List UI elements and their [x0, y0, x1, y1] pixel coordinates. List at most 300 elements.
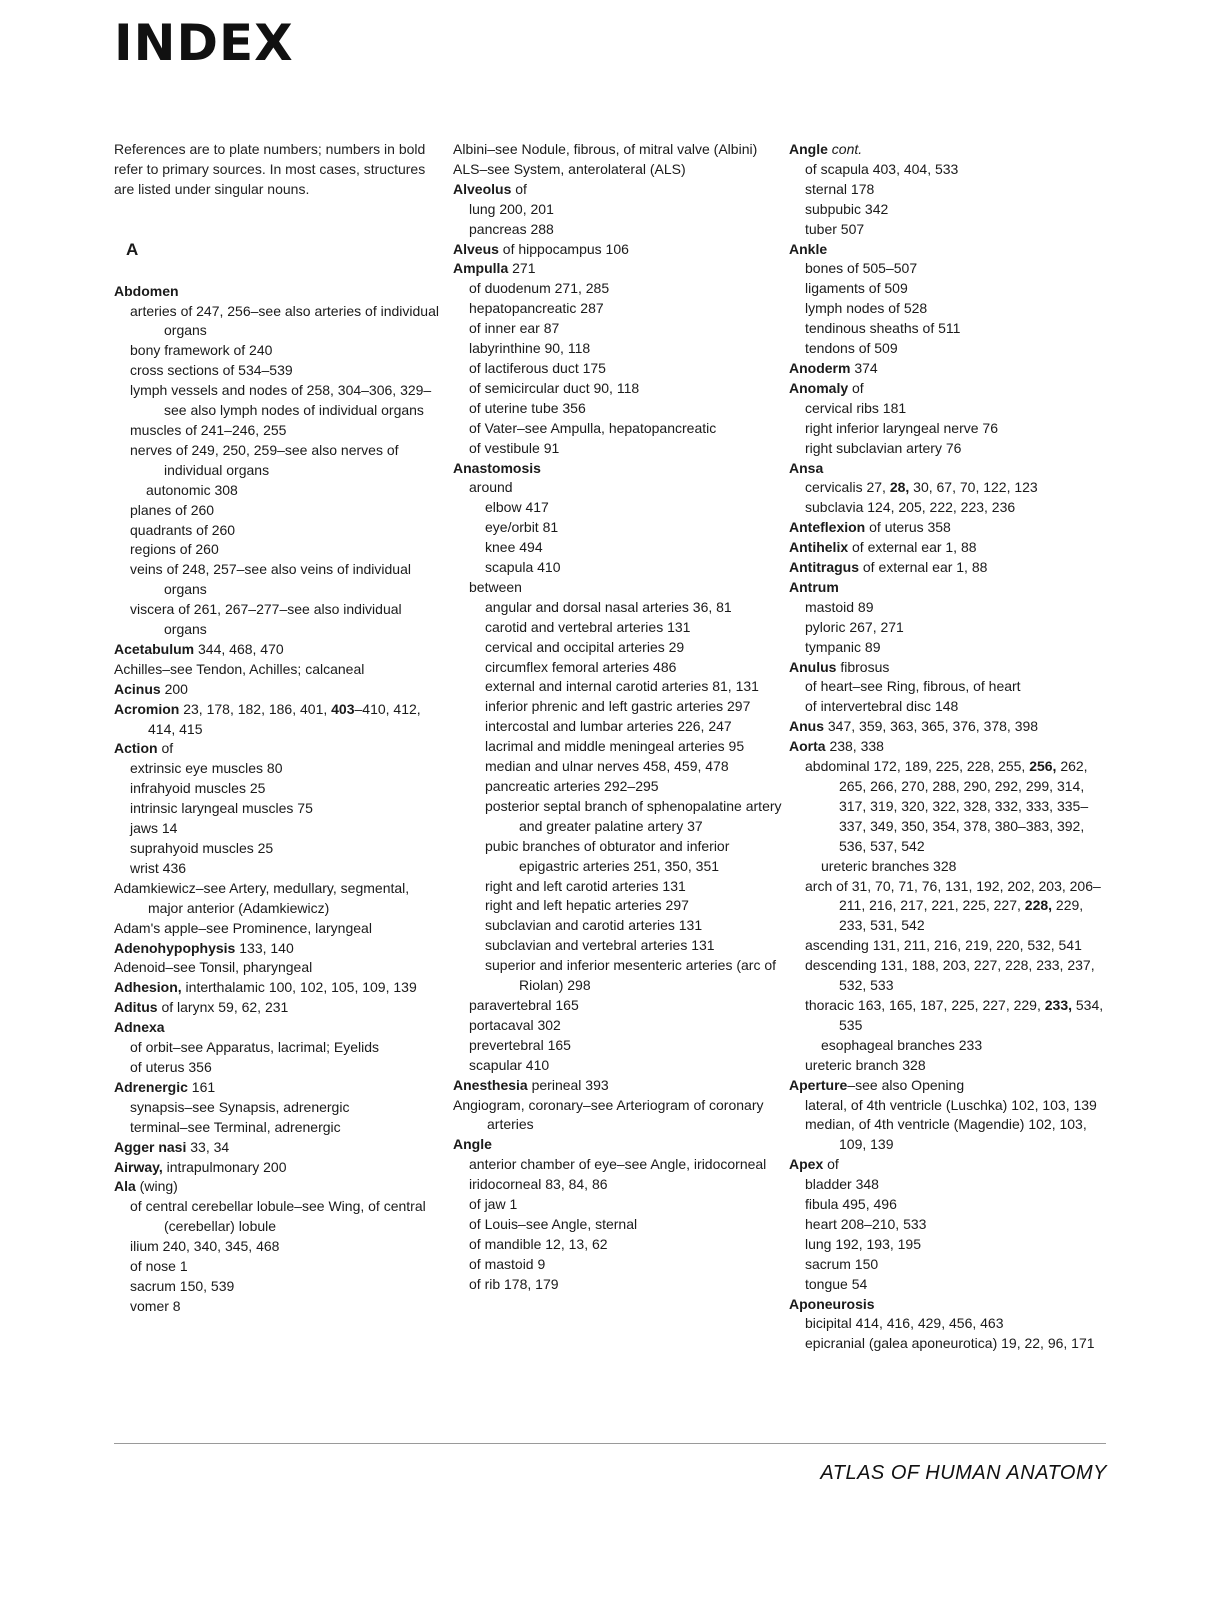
- index-entry: [453, 160, 783, 180]
- entry-headword: Anoderm: [789, 359, 851, 376]
- entry-text: circumflex femoral arteries 486: [485, 658, 677, 675]
- entry-text: of heart–see Ring, fibrous, of heart: [805, 678, 1021, 695]
- entry-text: esophageal branches 233: [821, 1036, 983, 1053]
- index-column-3: [789, 140, 1109, 1354]
- entry-primary-ref: 256,: [1029, 758, 1057, 775]
- index-subentry: [114, 302, 444, 342]
- entry-text: pancreatic arteries 292–295: [485, 778, 659, 794]
- index-subentry: [453, 1255, 783, 1275]
- index-entry: [114, 1138, 444, 1158]
- entry-text: suprahyoid muscles 25: [130, 840, 274, 856]
- entry-text: ascending 131, 211, 216, 219, 220, 532, 541: [805, 937, 1082, 954]
- entry-text: 23, 178, 182, 186, 401,: [179, 700, 332, 717]
- entry-headword: Antitragus: [789, 559, 859, 576]
- entry-headword: Antrum: [789, 578, 839, 595]
- entry-text: cervicalis 27,: [805, 479, 890, 496]
- entry-text: of scapula 403, 404, 533: [805, 160, 959, 177]
- index-subentry: [114, 799, 444, 819]
- index-entry: [789, 737, 1109, 757]
- entry-text: 374: [850, 359, 878, 376]
- index-entry: [789, 518, 1109, 538]
- entry-headword: Agger nasi: [114, 1138, 187, 1155]
- entry-headword: Ala: [114, 1178, 136, 1195]
- entry-text: of inner ear 87: [469, 320, 560, 337]
- index-subentry: [453, 1215, 783, 1235]
- entry-text: cross sections of 534–539: [130, 362, 293, 379]
- index-subentry: [789, 877, 1109, 937]
- index-entry: [789, 658, 1109, 678]
- index-entry: [114, 660, 444, 680]
- index-subentry: [453, 757, 783, 777]
- index-subentry: [789, 439, 1109, 459]
- entry-headword: Acromion: [114, 700, 180, 717]
- entry-text: extrinsic eye muscles 80: [130, 760, 283, 777]
- entry-text: external and internal carotid arteries 81, 131: [485, 678, 759, 695]
- entry-text: planes of 260: [130, 501, 215, 518]
- entry-text: sternal 178: [805, 180, 875, 197]
- index-subentry: [453, 518, 783, 538]
- index-subentry: [453, 837, 783, 877]
- index-subentry: [789, 399, 1109, 419]
- entry-text: of: [157, 740, 174, 757]
- entry-text: of uterine tube 356: [469, 399, 586, 416]
- entry-text: thoracic 163, 165, 187, 225, 227, 229,: [805, 996, 1045, 1013]
- entry-headword: Alveus: [453, 240, 499, 257]
- entry-primary-ref: 28,: [889, 479, 910, 496]
- entry-text: lung 200, 201: [469, 200, 554, 217]
- footer-rule: [114, 1443, 1106, 1444]
- index-subentry: [453, 498, 783, 518]
- index-subentry: [789, 279, 1109, 299]
- index-entry: [114, 1158, 444, 1178]
- index-subentry: [789, 200, 1109, 220]
- index-entry: [114, 919, 444, 939]
- entry-text: interthalamic 100, 102, 105, 109, 139: [181, 979, 417, 996]
- entry-headword: Anulus: [789, 658, 837, 675]
- index-subentry: [114, 1058, 444, 1078]
- index-subentry: [789, 1175, 1109, 1195]
- entry-headword: Anus: [789, 718, 824, 735]
- entry-headword: Aditus: [114, 999, 158, 1016]
- entry-text: 534, 535: [839, 996, 1104, 1033]
- entry-text: –410, 412, 414, 415: [148, 700, 421, 737]
- entry-primary-ref: 233,: [1044, 996, 1072, 1013]
- index-subentry: [789, 1115, 1109, 1155]
- entry-text: sacrum 150, 539: [130, 1277, 235, 1294]
- entry-text: posterior septal branch of sphenopalatine artery and greater palatine artery 37: [485, 797, 782, 834]
- index-subentry: [114, 521, 444, 541]
- entry-text: lymph vessels and nodes of 258, 304–306, 329–see also lymph nodes of individual organs: [130, 382, 432, 419]
- index-subentry: [453, 697, 783, 717]
- index-subentry: [789, 1235, 1109, 1255]
- entry-text: heart 208–210, 533: [805, 1215, 927, 1232]
- entry-text: jaws 14: [130, 820, 178, 837]
- index-entry: [114, 680, 444, 700]
- entry-text: pyloric 267, 271: [805, 618, 904, 635]
- index-subentry: [789, 757, 1109, 857]
- index-subentry: [453, 936, 783, 956]
- entry-headword: Angle: [453, 1136, 492, 1153]
- entry-text: lung 192, 193, 195: [805, 1235, 921, 1252]
- entry-text: superior and inferior mesenteric arteries (arc of Riolan) 298: [485, 957, 777, 994]
- entry-text: Adamkiewicz–see Artery, medullary, segmental, major anterior (Adamkiewicz): [114, 879, 410, 916]
- index-subentry: [114, 859, 444, 879]
- index-subentry: [789, 1314, 1109, 1334]
- index-subentry: [114, 540, 444, 560]
- index-subentry: [114, 1297, 444, 1317]
- index-entries: [114, 282, 444, 1317]
- index-subentry: [789, 1255, 1109, 1275]
- entry-headword: Angle: [789, 141, 828, 157]
- entry-text: Angiogram, coronary–see Arteriogram of coronary arteries: [453, 1096, 764, 1133]
- index-subentry: [453, 478, 783, 498]
- entry-text: anterior chamber of eye–see Angle, iridocorneal: [469, 1156, 767, 1173]
- index-entry: [453, 459, 783, 479]
- entry-text: ureteric branch 328: [805, 1056, 926, 1073]
- index-entry: [114, 978, 444, 998]
- index-entry: [114, 282, 444, 302]
- index-entry: [789, 359, 1109, 379]
- index-subentry: [114, 1118, 444, 1138]
- index-subentry: [453, 797, 783, 837]
- entry-text: of uterus 356: [130, 1058, 212, 1075]
- entry-text: tendons of 509: [805, 340, 898, 357]
- entry-headword: Anesthesia: [453, 1076, 528, 1093]
- entry-headword: Abdomen: [114, 282, 179, 299]
- entry-text: Adam's apple–see Prominence, laryngeal: [114, 919, 372, 936]
- entry-text: iridocorneal 83, 84, 86: [469, 1176, 608, 1193]
- section-letter: A: [126, 239, 139, 259]
- entry-text: 229, 233, 531, 542: [839, 897, 1084, 934]
- entry-text: of central cerebellar lobule–see Wing, of central (cerebellar) lobule: [130, 1198, 426, 1235]
- index-subentry: [453, 777, 783, 797]
- index-subentry: [789, 419, 1109, 439]
- index-subentry: [789, 1275, 1109, 1295]
- entry-headword: Antihelix: [789, 539, 849, 556]
- entry-text: synapsis–see Synapsis, adrenergic: [130, 1098, 350, 1115]
- index-subentry: [453, 538, 783, 558]
- entry-text: angular and dorsal nasal arteries 36, 81: [485, 598, 732, 615]
- index-subentry: [453, 1155, 783, 1175]
- index-subentry: [789, 220, 1109, 240]
- entry-text: right and left hepatic arteries 297: [485, 897, 689, 914]
- entry-text: of Louis–see Angle, sternal: [469, 1215, 638, 1232]
- entry-text: of: [511, 180, 527, 197]
- entry-text: of hippocampus 106: [498, 240, 629, 257]
- entry-text: 33, 34: [186, 1138, 230, 1155]
- index-subentry: [453, 877, 783, 897]
- entry-headword: Action: [114, 740, 158, 757]
- index-entries: [453, 140, 783, 1295]
- entry-text: of orbit–see Apparatus, lacrimal; Eyelids: [130, 1039, 380, 1056]
- entry-text: of jaw 1: [469, 1196, 518, 1213]
- entry-text: of mastoid 9: [469, 1255, 546, 1272]
- index-subentry: [453, 1275, 783, 1295]
- index-subentry: [114, 779, 444, 799]
- entry-text: ureteric branches 328: [821, 857, 957, 874]
- entry-text: 262, 265, 266, 270, 288, 290, 292, 299, 314, 317, 319, 320, 322, 328, 332, 333, 335–337, 349, 350, 354, 378, 380–383, 392, 536, 537, 542: [839, 758, 1089, 854]
- entry-text: median and ulnar nerves 458, 459, 478: [485, 758, 729, 775]
- entry-text: right inferior laryngeal nerve 76: [805, 419, 998, 436]
- index-subentry: [453, 220, 783, 240]
- index-subentry: [114, 421, 444, 441]
- index-subentry: [789, 1334, 1109, 1354]
- entry-text: viscera of 261, 267–277–see also individual organs: [130, 601, 402, 638]
- index-entry: [789, 140, 1109, 160]
- index-subentry: [114, 361, 444, 381]
- index-subentry: [114, 341, 444, 361]
- index-subentry: [453, 279, 783, 299]
- entry-text: of external ear 1, 88: [848, 539, 977, 556]
- index-entry: [789, 379, 1109, 399]
- entry-text: regions of 260: [130, 541, 219, 558]
- index-subentry: [114, 1098, 444, 1118]
- entry-text: knee 494: [485, 539, 543, 556]
- entry-text: Albini–see Nodule, fibrous, of mitral valve (Albini): [453, 141, 758, 157]
- entry-text: scapular 410: [469, 1056, 550, 1073]
- entry-text: pancreas 288: [469, 220, 554, 237]
- index-subentry: [789, 1096, 1109, 1116]
- index-entry: [789, 1076, 1109, 1096]
- index-entry: [789, 578, 1109, 598]
- entry-text: Achilles–see Tendon, Achilles; calcaneal: [114, 660, 365, 677]
- entry-headword: Adhesion,: [114, 979, 182, 996]
- entry-primary-ref: 228,: [1024, 897, 1053, 914]
- entry-text: infrahyoid muscles 25: [130, 780, 266, 797]
- index-subentry: [114, 1038, 444, 1058]
- index-subentry: [114, 839, 444, 859]
- index-subentry: [789, 1195, 1109, 1215]
- index-subentry: [453, 618, 783, 638]
- index-entry: [114, 1177, 444, 1197]
- entry-headword: Aorta: [789, 738, 826, 755]
- entry-text: of: [823, 1156, 839, 1173]
- index-subentry: [453, 1195, 783, 1215]
- index-subentry: [453, 359, 783, 379]
- index-subentry: [453, 717, 783, 737]
- entry-text: bones of 505–507: [805, 260, 918, 277]
- index-subentry: [453, 339, 783, 359]
- entry-text: of larynx 59, 62, 231: [157, 999, 289, 1016]
- entry-text: bicipital 414, 416, 429, 456, 463: [805, 1315, 1004, 1332]
- entry-text: of Vater–see Ampulla, hepatopancreatic: [469, 419, 717, 436]
- index-subentry: [114, 1237, 444, 1257]
- entry-text: –see also Opening: [847, 1076, 965, 1093]
- index-subentry: [114, 819, 444, 839]
- entry-text: prevertebral 165: [469, 1036, 571, 1053]
- entry-text: autonomic 308: [146, 481, 238, 498]
- index-subentry: [789, 319, 1109, 339]
- entry-text: bony framework of 240: [130, 342, 273, 359]
- entry-text: elbow 417: [485, 499, 549, 516]
- entry-text: mastoid 89: [805, 598, 874, 615]
- index-subentry: [789, 478, 1109, 498]
- entry-text: fibrosus: [836, 658, 890, 675]
- entry-text: descending 131, 188, 203, 227, 228, 233, 237, 532, 533: [805, 957, 1095, 994]
- index-subentry: [453, 1036, 783, 1056]
- entry-text: ligaments of 509: [805, 280, 908, 297]
- entry-text: of: [848, 379, 864, 396]
- index-subentry: [453, 916, 783, 936]
- entry-text: veins of 248, 257–see also veins of individual organs: [130, 561, 411, 598]
- entry-text: tuber 507: [805, 220, 865, 237]
- index-subentry: [789, 299, 1109, 319]
- index-subentry: [453, 299, 783, 319]
- index-subentry: [453, 1235, 783, 1255]
- entry-text: subclavian and carotid arteries 131: [485, 917, 703, 934]
- entry-text: of external ear 1, 88: [859, 559, 988, 576]
- entry-headword: Anastomosis: [453, 459, 541, 476]
- index-subentry: [789, 956, 1109, 996]
- entry-text: median, of 4th ventricle (Magendie) 102, 103, 109, 139: [805, 1116, 1087, 1153]
- index-entry: [789, 1295, 1109, 1315]
- index-subentry: [114, 1257, 444, 1277]
- index-entry: [453, 140, 783, 160]
- entry-text: 30, 67, 70, 122, 123: [909, 479, 1038, 496]
- index-subentry: [789, 1215, 1109, 1235]
- index-entry: [789, 558, 1109, 578]
- entry-headword: Adrenergic: [114, 1078, 188, 1095]
- entry-text: labyrinthine 90, 118: [469, 340, 591, 357]
- entry-text: bladder 348: [805, 1176, 879, 1193]
- index-subentry: [789, 1036, 1109, 1056]
- entry-headword: Acetabulum: [114, 640, 195, 657]
- entry-headword: Ampulla: [453, 260, 509, 277]
- index-subentry: [453, 1016, 783, 1036]
- page-title: INDEX: [114, 14, 294, 72]
- index-entry: [789, 240, 1109, 260]
- entry-text: nerves of 249, 250, 259–see also nerves of individual organs: [130, 441, 399, 478]
- entry-text: of uterus 358: [865, 519, 951, 536]
- entry-text: 200: [160, 680, 188, 697]
- index-subentry: [453, 200, 783, 220]
- entry-text: abdominal 172, 189, 225, 228, 255,: [805, 758, 1030, 775]
- entry-headword: Ansa: [789, 459, 824, 476]
- index-subentry: [453, 677, 783, 697]
- entry-text: 347, 359, 363, 365, 376, 378, 398: [824, 718, 1039, 735]
- entry-text: wrist 436: [130, 859, 187, 876]
- entry-text: intercostal and lumbar arteries 226, 247: [485, 718, 732, 735]
- index-subentry: [453, 399, 783, 419]
- index-subentry: [114, 759, 444, 779]
- index-entry: [114, 939, 444, 959]
- index-subentry: [789, 638, 1109, 658]
- entry-text: 133, 140: [235, 939, 294, 956]
- entry-text: lacrimal and middle meningeal arteries 95: [485, 738, 745, 755]
- entry-text: fibula 495, 496: [805, 1196, 897, 1213]
- index-subentry: [453, 996, 783, 1016]
- entry-headword: Airway,: [114, 1158, 163, 1175]
- index-subentry: [114, 441, 444, 481]
- index-entry: [114, 1078, 444, 1098]
- entry-text: tendinous sheaths of 511: [805, 320, 961, 337]
- entry-headword: Ankle: [789, 240, 828, 257]
- entry-text: eye/orbit 81: [485, 519, 559, 536]
- entry-text: lateral, of 4th ventricle (Luschka) 102, 103, 139: [805, 1096, 1097, 1113]
- index-subentry: [453, 598, 783, 618]
- index-entry: [114, 958, 444, 978]
- entry-text: of semicircular duct 90, 118: [469, 379, 640, 396]
- entry-text: right and left carotid arteries 131: [485, 877, 686, 894]
- index-subentry: [453, 737, 783, 757]
- index-subentry: [789, 996, 1109, 1036]
- index-subentry: [453, 578, 783, 598]
- entry-text: of intervertebral disc 148: [805, 698, 959, 715]
- entry-text: of duodenum 271, 285: [469, 280, 610, 297]
- index-subentry: [789, 1056, 1109, 1076]
- index-entry: [453, 240, 783, 260]
- entry-text: 238, 338: [825, 738, 884, 755]
- entry-text: subpubic 342: [805, 200, 889, 217]
- entry-text: of lactiferous duct 175: [469, 359, 606, 376]
- entry-text: hepatopancreatic 287: [469, 300, 604, 317]
- index-entry: [453, 180, 783, 200]
- entry-headword: Acinus: [114, 680, 161, 697]
- index-intro-note: References are to plate numbers; numbers in bold refer to primary sources. In most cases, structures are listed under singular nouns.: [114, 141, 426, 197]
- index-entry: [114, 879, 444, 919]
- index-subentry: [789, 598, 1109, 618]
- entry-text: Adenoid–see Tonsil, pharyngeal: [114, 959, 313, 976]
- entry-text: of mandible 12, 13, 62: [469, 1235, 608, 1252]
- entry-text: sacrum 150: [805, 1255, 879, 1272]
- index-subentry: [453, 896, 783, 916]
- entry-text: intrinsic laryngeal muscles 75: [130, 800, 313, 817]
- entry-text: arch of 31, 70, 71, 76, 131, 192, 202, 203, 206–211, 216, 217, 221, 225, 227,: [805, 877, 1101, 914]
- index-subentry: [789, 697, 1109, 717]
- index-subentry: [453, 1175, 783, 1195]
- index-subentry: [114, 1277, 444, 1297]
- entry-text: epicranial (galea aponeurotica) 19, 22, 96, 171: [805, 1335, 1095, 1352]
- entry-text: lymph nodes of 528: [805, 300, 928, 317]
- index-subentry: [789, 259, 1109, 279]
- entry-headword: Adnexa: [114, 1019, 165, 1036]
- entry-text: tongue 54: [805, 1275, 868, 1292]
- entry-text: 161: [187, 1078, 216, 1095]
- entry-text: paravertebral 165: [469, 996, 579, 1013]
- index-entry: [453, 259, 783, 279]
- entry-text: around: [469, 479, 513, 496]
- index-subentry: [789, 677, 1109, 697]
- entry-text: ALS–see System, anterolateral (ALS): [453, 160, 686, 177]
- entry-text: of nose 1: [130, 1258, 188, 1275]
- entry-text: inferior phrenic and left gastric arteries 297: [485, 698, 751, 715]
- index-entry: [114, 640, 444, 660]
- entry-text: pubic branches of obturator and inferior epigastric arteries 251, 350, 351: [485, 837, 730, 874]
- entry-text: intrapulmonary 200: [162, 1158, 287, 1175]
- index-subentry: [453, 419, 783, 439]
- entry-text: subclavian and vertebral arteries 131: [485, 937, 715, 954]
- entry-text: (wing): [135, 1178, 178, 1195]
- entry-headword: Anteflexion: [789, 519, 866, 536]
- entry-primary-ref: 403: [331, 700, 355, 717]
- index-entry: [789, 459, 1109, 479]
- entry-text: of rib 178, 179: [469, 1275, 559, 1292]
- index-subentry: [114, 1197, 444, 1237]
- index-subentry: [789, 618, 1109, 638]
- entry-text: of vestibule 91: [469, 439, 560, 456]
- index-subentry: [789, 160, 1109, 180]
- entry-text: cervical and occipital arteries 29: [485, 638, 685, 655]
- index-entry: [453, 1135, 783, 1155]
- index-entry: [114, 739, 444, 759]
- entry-text: between: [469, 578, 522, 595]
- entry-text: subclavia 124, 205, 222, 223, 236: [805, 499, 1016, 516]
- index-subentry: [453, 558, 783, 578]
- index-entry: [789, 1155, 1109, 1175]
- entry-continued-note: cont.: [827, 141, 863, 157]
- index-subentry: [789, 498, 1109, 518]
- index-entry: [114, 700, 444, 740]
